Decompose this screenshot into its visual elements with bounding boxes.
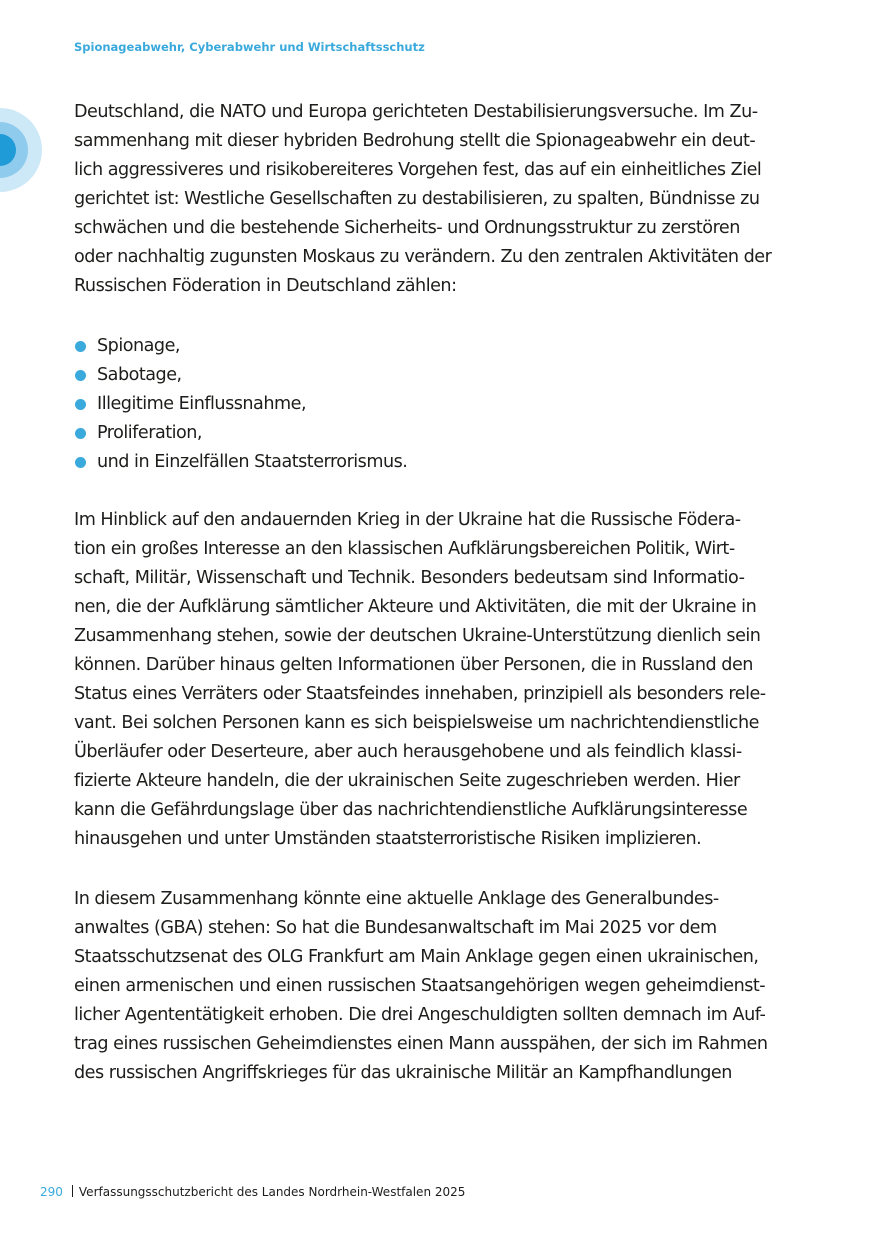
text-line: Staatsschutzsenat des OLG Frankfurt am Main Anklage gegen einen ukrainischen, bbox=[74, 947, 759, 967]
concentric-circles-decoration bbox=[0, 108, 42, 192]
text-line: lich aggressiveres und risikobereiteres Vorgehen fest, das auf ein einheitliches Ziel bbox=[74, 160, 762, 180]
list-item-text: Spionage, bbox=[97, 336, 181, 356]
text-line: trag eines russischen Geheimdienstes einen Mann ausspähen, der sich im Rahmen bbox=[74, 1034, 768, 1054]
text-line: In diesem Zusammenhang könnte eine aktuelle Anklage des Generalbundes- bbox=[74, 889, 719, 909]
text-line: sammenhang mit dieser hybriden Bedrohung stellt die Spionageabwehr ein deut- bbox=[74, 131, 756, 151]
text-line: des russischen Angriffskrieges für das ukrainische Militär an Kampfhandlungen bbox=[74, 1063, 732, 1083]
text-line: kann die Gefährdungslage über das nachrichtendienstliche Aufklärungsinteresse bbox=[74, 800, 748, 820]
text-line: oder nachhaltig zugunsten Moskaus zu verändern. Zu den zentralen Aktivitäten der bbox=[74, 247, 772, 267]
text-line: anwaltes (GBA) stehen: So hat die Bundesanwaltschaft im Mai 2025 vor dem bbox=[74, 918, 717, 938]
bullet-dot-icon bbox=[75, 341, 86, 352]
text-line: schwächen und die bestehende Sicherheits- und Ordnungsstruktur zu zerstören bbox=[74, 218, 740, 238]
text-line: können. Darüber hinaus gelten Informationen über Personen, die in Russland den bbox=[74, 655, 753, 675]
list-item bbox=[74, 448, 407, 477]
list-item bbox=[74, 332, 407, 361]
page-number: 290 bbox=[40, 1185, 63, 1199]
bullet-dot-icon bbox=[75, 457, 86, 468]
list-item bbox=[74, 419, 407, 448]
activity-list bbox=[74, 332, 407, 477]
list-item bbox=[74, 361, 407, 390]
text-line: hinausgehen und unter Umständen staatsterroristische Risiken implizieren. bbox=[74, 829, 702, 849]
text-line: nen, die der Aufklärung sämtlicher Akteure und Aktivitäten, die mit der Ukraine in bbox=[74, 597, 757, 617]
running-header: Spionageabwehr, Cyberabwehr und Wirtschaftsschutz bbox=[74, 40, 425, 54]
text-line: Deutschland, die NATO und Europa gerichteten Destabilisierungsversuche. Im Zu- bbox=[74, 102, 758, 122]
bullet-dot-icon bbox=[75, 428, 86, 439]
list-item-text: Sabotage, bbox=[97, 365, 182, 385]
list-item-text: Proliferation, bbox=[97, 423, 203, 443]
paragraph-intro bbox=[74, 98, 809, 301]
list-item bbox=[74, 390, 407, 419]
list-item-text: und in Einzelfällen Staatsterrorismus. bbox=[97, 452, 408, 472]
text-line: einen armenischen und einen russischen Staatsangehörigen wegen geheimdienst- bbox=[74, 976, 766, 996]
bullet-dot-icon bbox=[75, 399, 86, 410]
text-line: fizierte Akteure handeln, die der ukrainischen Seite zugeschrieben werden. Hier bbox=[74, 771, 740, 791]
paragraph-ukraine bbox=[74, 506, 809, 854]
page-footer bbox=[40, 1185, 465, 1199]
text-line: Status eines Verräters oder Staatsfeindes innehaben, prinzipiell als besonders rele- bbox=[74, 684, 766, 704]
text-line: Zusammenhang stehen, sowie der deutschen Ukraine-Unterstützung dienlich sein bbox=[74, 626, 761, 646]
publication-title: Verfassungsschutzbericht des Landes Nordrhein-Westfalen 2025 bbox=[78, 1185, 466, 1199]
text-line: Im Hinblick auf den andauernden Krieg in der Ukraine hat die Russische Födera- bbox=[74, 510, 741, 530]
paragraph-indictment bbox=[74, 885, 809, 1088]
text-line: vant. Bei solchen Personen kann es sich beispielsweise um nachrichtendienstliche bbox=[74, 713, 759, 733]
text-line: licher Agententätigkeit erhoben. Die drei Angeschuldigten sollten demnach im Auf- bbox=[74, 1005, 766, 1025]
footer-divider bbox=[72, 1185, 73, 1197]
bullet-dot-icon bbox=[75, 370, 86, 381]
text-line: schaft, Militär, Wissenschaft und Technik. Besonders bedeutsam sind Informatio- bbox=[74, 568, 745, 588]
text-line: Russischen Föderation in Deutschland zählen: bbox=[74, 276, 457, 296]
text-line: Überläufer oder Deserteure, aber auch herausgehobene und als feindlich klassi- bbox=[74, 742, 742, 762]
text-line: tion ein großes Interesse an den klassischen Aufklärungsbereichen Politik, Wirt- bbox=[74, 539, 735, 559]
list-item-text: Illegitime Einflussnahme, bbox=[97, 394, 307, 414]
text-line: gerichtet ist: Westliche Gesellschaften zu destabilisieren, zu spalten, Bündnisse zu bbox=[74, 189, 760, 209]
